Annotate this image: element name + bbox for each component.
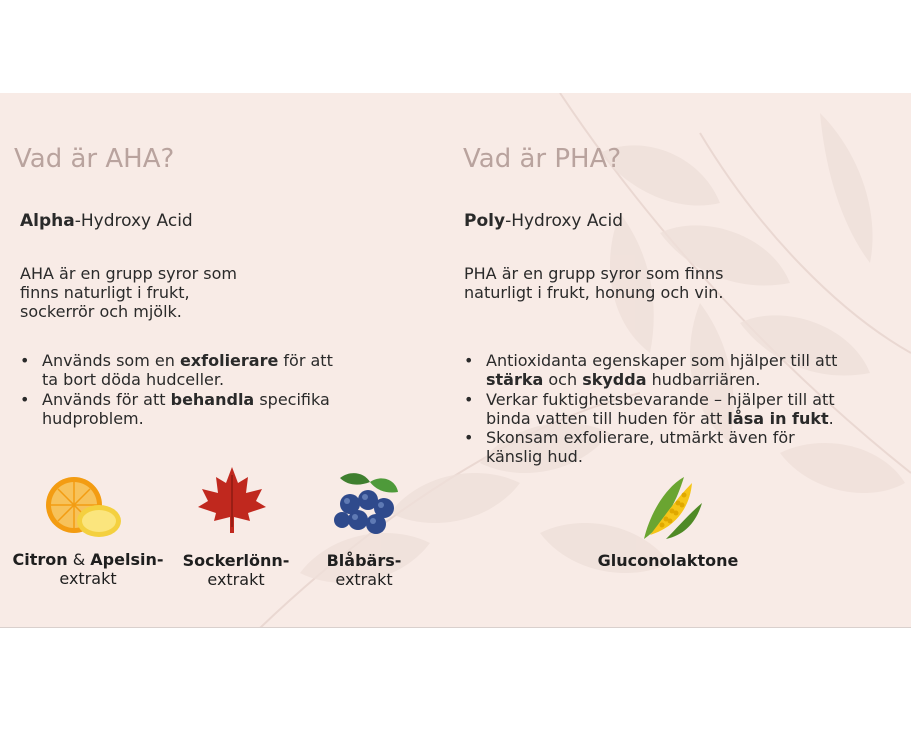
bullet-bold: behandla	[170, 389, 255, 409]
bullet-text: Används som en	[42, 351, 180, 370]
source-text: extrakt	[207, 570, 265, 589]
bullet-text: .	[828, 408, 834, 428]
aha-para-line: sockerrör och mjölk.	[20, 302, 182, 321]
bullet-text: Skonsam exfolierare, utmärkt även för	[486, 428, 795, 448]
pha-description	[464, 264, 724, 302]
aha-para-line: AHA är en grupp syror som	[20, 264, 238, 283]
bullet-bold: låsa in fukt	[727, 408, 829, 428]
aha-para-line: finns naturligt i frukt,	[20, 283, 190, 302]
aha-sub-bold: Alpha	[20, 211, 75, 231]
bullet-bold: stärka	[486, 370, 544, 390]
source-text: extrakt	[335, 570, 393, 589]
source-label-citrus	[10, 550, 166, 588]
source-label-corn	[590, 551, 746, 570]
aha-description	[20, 264, 237, 321]
slide-bottom-border	[0, 627, 911, 628]
blueberry-icon	[330, 470, 402, 540]
corn-icon	[636, 473, 706, 543]
pha-para-line: naturligt i frukt, honung och vin.	[464, 283, 724, 302]
source-text: &	[67, 550, 91, 569]
source-bold: Citron	[12, 550, 68, 569]
list-item	[464, 428, 904, 467]
aha-subheading	[20, 211, 193, 231]
bullet-text: Används för att	[42, 389, 171, 409]
bullet-text: ta bort döda hudceller.	[42, 370, 225, 390]
maple-leaf-icon	[196, 465, 268, 535]
source-label-blueberry	[314, 551, 414, 589]
slide	[0, 93, 911, 628]
pha-para-line: PHA är en grupp syror som finns	[464, 264, 724, 283]
list-item	[20, 390, 380, 429]
source-bold: Blåbärs-	[326, 551, 402, 570]
pha-heading: Vad är PHA?	[463, 144, 622, 174]
pha-sub-bold: Poly	[464, 211, 506, 231]
source-bold: Gluconolaktone	[597, 551, 739, 570]
bullet-text: binda vatten till huden för att	[486, 408, 728, 428]
bullet-bold: exfolierare	[179, 351, 279, 370]
bullet-bold: skydda	[582, 370, 647, 390]
aha-bullets	[20, 351, 380, 428]
source-bold: Sockerlönn-	[182, 551, 290, 570]
list-item	[20, 351, 380, 390]
citrus-icon	[44, 473, 122, 541]
bullet-text: för att	[278, 351, 333, 370]
bullet-text: hudproblem.	[42, 408, 144, 428]
bullet-text: Antioxidanta egenskaper som hjälper till att	[486, 351, 838, 370]
list-item	[464, 390, 904, 429]
bullet-text: hudbarriären.	[646, 370, 761, 390]
bullet-text: specifika	[254, 389, 330, 409]
aha-heading: Vad är AHA?	[14, 144, 175, 174]
bullet-text: känslig hud.	[486, 447, 583, 467]
pha-sub-rest: -Hydroxy Acid	[505, 211, 624, 231]
list-item	[464, 351, 904, 390]
pha-subheading	[464, 211, 623, 231]
source-bold: Apelsin-	[90, 550, 164, 569]
source-text: extrakt	[59, 569, 117, 588]
pha-bullets	[464, 351, 904, 467]
bullet-text: och	[543, 370, 583, 390]
source-label-maple	[176, 551, 296, 589]
bullet-text: Verkar fuktighetsbevarande – hjälper till att	[486, 389, 835, 409]
aha-sub-rest: -Hydroxy Acid	[74, 211, 193, 231]
